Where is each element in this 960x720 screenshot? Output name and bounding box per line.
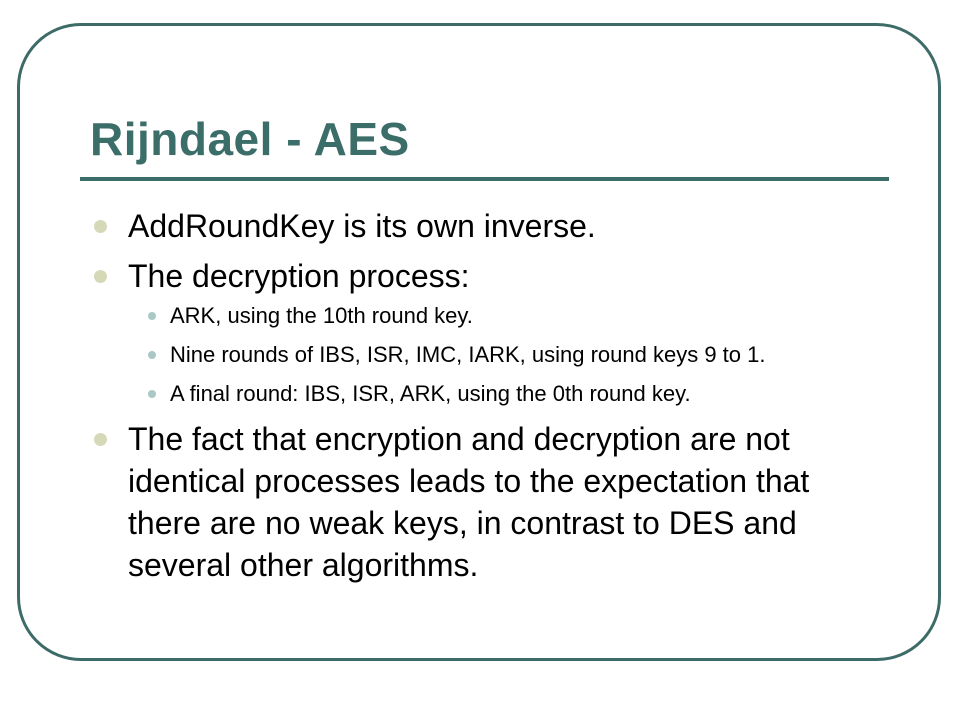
sub-bullet-item — [128, 379, 890, 409]
bullet-item — [90, 205, 890, 247]
sub-bullet-text: Nine rounds of IBS, ISR, IMC, IARK, using round keys 9 to 1. — [170, 342, 766, 367]
sub-bullet-text: A final round: IBS, ISR, ARK, using the 0th round key. — [170, 381, 691, 406]
bullet-item — [90, 255, 890, 409]
sub-bullet-dot-icon — [148, 312, 156, 320]
sub-bullet-list — [128, 301, 890, 409]
bullet-list — [90, 205, 890, 594]
bullet-text: The decryption process: — [128, 258, 470, 294]
sub-bullet-dot-icon — [148, 351, 156, 359]
bullet-dot-icon — [94, 270, 107, 283]
sub-bullet-item — [128, 340, 890, 370]
bullet-dot-icon — [94, 220, 107, 233]
title-underline — [80, 177, 889, 181]
bullet-text: The fact that encryption and decryption are not identical processes leads to the expectation that there are no weak keys, in contrast to DES and several other algorithms. — [128, 421, 810, 583]
sub-bullet-dot-icon — [148, 390, 156, 398]
slide-title: Rijndael - AES — [90, 113, 410, 165]
bullet-text: AddRoundKey is its own inverse. — [128, 208, 596, 244]
bullet-item — [90, 418, 890, 586]
sub-bullet-text: ARK, using the 10th round key. — [170, 303, 473, 328]
sub-bullet-item — [128, 301, 890, 331]
bullet-dot-icon — [94, 433, 107, 446]
